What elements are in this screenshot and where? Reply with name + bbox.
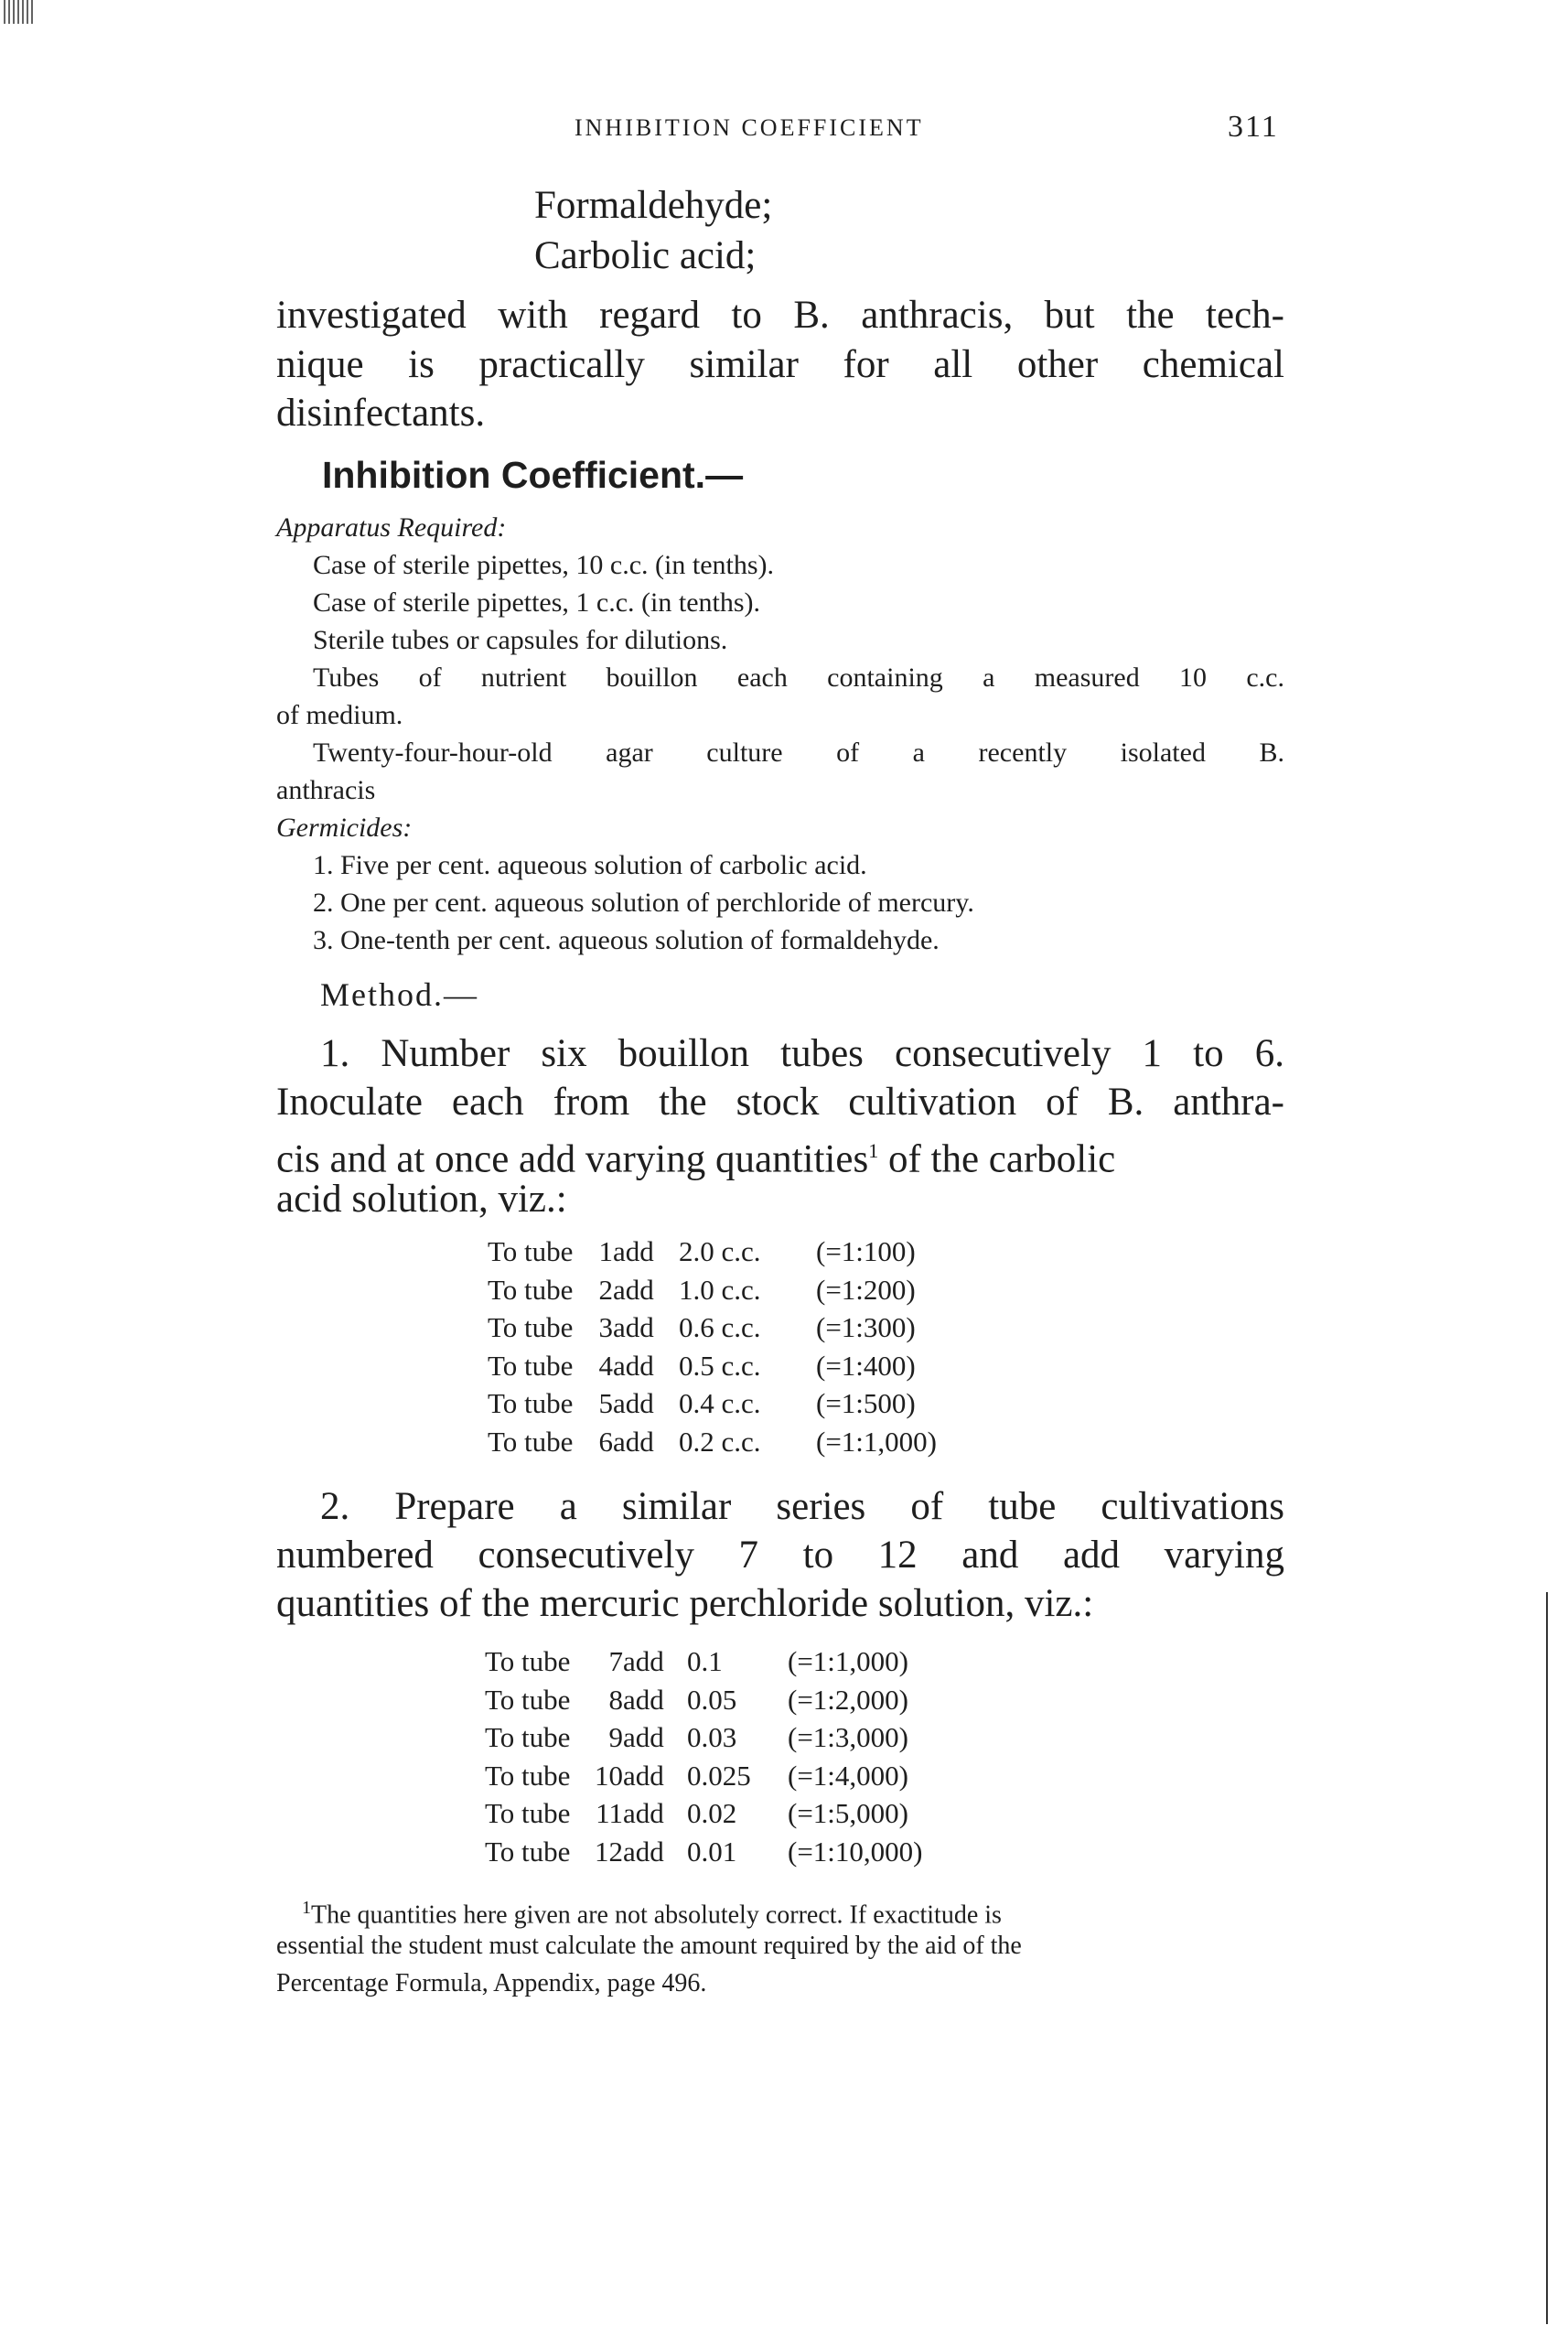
cell-tube: To tube: [488, 1349, 574, 1382]
table-row: [485, 1794, 971, 1833]
cell-tube: To tube: [485, 1797, 571, 1829]
apparatus-item-cont: of medium.: [276, 700, 403, 730]
scan-edge-line: [1546, 1592, 1548, 2324]
cell-ratio: (=1:10,000): [788, 1835, 923, 1868]
cell-num: 9: [608, 1721, 623, 1753]
table-row: [488, 1423, 981, 1461]
cell-ratio: (=1:300): [816, 1311, 916, 1343]
cell-add: add: [613, 1349, 654, 1382]
cell-qty: 0.2 c.c.: [679, 1425, 761, 1458]
cell-ratio: (=1:100): [816, 1235, 916, 1267]
apparatus-item: Sterile tubes or capsules for dilutions.: [313, 625, 728, 655]
table-row: [488, 1384, 981, 1423]
cell-ratio: (=1:3,000): [788, 1721, 908, 1753]
step1-line-2: Inoculate each from the stock cultivation of B. anthra-: [276, 1081, 1284, 1124]
cell-add: add: [613, 1235, 654, 1267]
apparatus-label: Apparatus Required:: [276, 512, 507, 543]
cell-ratio: (=1:5,000): [788, 1797, 908, 1829]
intro-list-formaldehyde: Formaldehyde;: [534, 184, 773, 227]
running-title: INHIBITION COEFFICIENT: [575, 114, 924, 141]
apparatus-item: Tubes of nutrient bouillon each containing a measured 10 c.c.: [313, 662, 1284, 693]
table-row: [485, 1681, 971, 1719]
step1-line-3-head: cis and at once add varying quantities: [276, 1137, 869, 1181]
cell-tube: To tube: [488, 1235, 574, 1267]
step2-line-3: quantities of the mercuric perchloride solution, viz.:: [276, 1582, 1094, 1625]
footnote-text: The quantities here given are not absolutely correct. If exactitude is: [311, 1900, 1002, 1930]
cell-num: 11: [596, 1797, 623, 1829]
cell-add: add: [613, 1425, 654, 1458]
germicide-item: 1. Five per cent. aqueous solution of carbolic acid.: [313, 850, 867, 880]
dilution-table-carbolic: [488, 1233, 981, 1460]
footnote-line-3: Percentage Formula, Appendix, page 496.: [276, 1969, 707, 1997]
cell-ratio: (=1:400): [816, 1349, 916, 1382]
step1-line-4: acid solution, viz.:: [276, 1178, 567, 1221]
cell-add: add: [623, 1797, 664, 1829]
apparatus-item: Case of sterile pipettes, 1 c.c. (in tenths).: [313, 587, 761, 618]
cell-add: add: [623, 1721, 664, 1753]
cell-qty: 0.05: [687, 1683, 737, 1716]
cell-tube: To tube: [488, 1273, 574, 1306]
step2-line-1: 2. Prepare a similar series of tube cultivations: [320, 1485, 1284, 1528]
germicide-item: 3. One-tenth per cent. aqueous solution of formaldehyde.: [313, 925, 940, 955]
cell-num: 2: [598, 1273, 613, 1306]
cell-add: add: [623, 1759, 664, 1792]
cell-ratio: (=1:500): [816, 1387, 916, 1419]
cell-num: 8: [608, 1683, 623, 1716]
cell-num: 1: [598, 1235, 613, 1267]
table-row: [485, 1757, 971, 1795]
footnote-ref: 1: [868, 1139, 879, 1162]
cell-ratio: (=1:200): [816, 1273, 916, 1306]
cell-tube: To tube: [485, 1645, 571, 1677]
cell-num: 10: [595, 1759, 623, 1792]
cell-add: add: [623, 1835, 664, 1868]
cell-add: add: [613, 1387, 654, 1419]
cell-qty: 1.0 c.c.: [679, 1273, 761, 1306]
cell-qty: 0.01: [687, 1835, 737, 1868]
table-row: [488, 1271, 981, 1309]
cell-qty: 0.025: [687, 1759, 751, 1792]
cell-tube: To tube: [485, 1683, 571, 1716]
cell-qty: 0.4 c.c.: [679, 1387, 761, 1419]
table-row: [485, 1833, 971, 1871]
cell-tube: To tube: [485, 1835, 571, 1868]
cell-tube: To tube: [485, 1721, 571, 1753]
cell-tube: To tube: [488, 1425, 574, 1458]
scan-artifact: [4, 0, 35, 24]
germicide-item: 2. One per cent. aqueous solution of perchloride of mercury.: [313, 888, 974, 918]
cell-tube: To tube: [485, 1759, 571, 1792]
cell-add: add: [613, 1273, 654, 1306]
page-number: 311: [1228, 110, 1279, 144]
cell-num: 3: [598, 1311, 613, 1343]
apparatus-item: Twenty-four-hour-old agar culture of a recently isolated B.: [313, 737, 1284, 768]
cell-tube: To tube: [488, 1311, 574, 1343]
cell-add: add: [623, 1683, 664, 1716]
table-row: [488, 1347, 981, 1385]
cell-qty: 0.03: [687, 1721, 737, 1753]
step1-line-1: 1. Number six bouillon tubes consecutively 1 to 6.: [320, 1032, 1284, 1075]
cell-qty: 0.02: [687, 1797, 737, 1829]
table-row: [488, 1308, 981, 1347]
cell-ratio: (=1:2,000): [788, 1683, 908, 1716]
intro-list-carbolic: Carbolic acid;: [534, 234, 757, 277]
apparatus-item: Case of sterile pipettes, 10 c.c. (in tenths).: [313, 550, 775, 580]
germicides-label: Germicides:: [276, 813, 413, 843]
cell-ratio: (=1:4,000): [788, 1759, 908, 1792]
cell-num: 7: [608, 1645, 623, 1677]
table-row: [485, 1642, 971, 1681]
cell-ratio: (=1:1,000): [788, 1645, 908, 1677]
method-label: Method.—: [320, 976, 478, 1013]
intro-para-line-1: investigated with regard to B. anthracis, but the tech-: [276, 294, 1284, 337]
apparatus-item-cont: anthracis: [276, 775, 376, 805]
cell-num: 6: [598, 1425, 613, 1458]
cell-qty: 0.1: [687, 1645, 723, 1677]
footnote-marker: 1: [302, 1898, 311, 1918]
table-row: [488, 1233, 981, 1271]
footnote-line-2: essential the student must calculate the amount required by the aid of the: [276, 1932, 1022, 1960]
cell-ratio: (=1:1,000): [816, 1425, 937, 1458]
cell-num: 12: [595, 1835, 623, 1868]
cell-add: add: [623, 1645, 664, 1677]
dilution-table-mercuric: [485, 1642, 971, 1870]
section-heading: Inhibition Coefficient.—: [322, 454, 744, 496]
intro-para-line-2: nique is practically similar for all other chemical: [276, 343, 1284, 386]
step2-line-2: numbered consecutively 7 to 12 and add varying: [276, 1534, 1284, 1577]
cell-num: 4: [598, 1349, 613, 1382]
step1-line-3-tail: of the carbolic: [878, 1137, 1116, 1181]
intro-para-line-3: disinfectants.: [276, 392, 486, 435]
cell-num: 5: [598, 1387, 613, 1419]
cell-add: add: [613, 1311, 654, 1343]
cell-qty: 2.0 c.c.: [679, 1235, 761, 1267]
table-row: [485, 1718, 971, 1757]
cell-qty: 0.5 c.c.: [679, 1349, 761, 1382]
cell-qty: 0.6 c.c.: [679, 1311, 761, 1343]
cell-tube: To tube: [488, 1387, 574, 1419]
